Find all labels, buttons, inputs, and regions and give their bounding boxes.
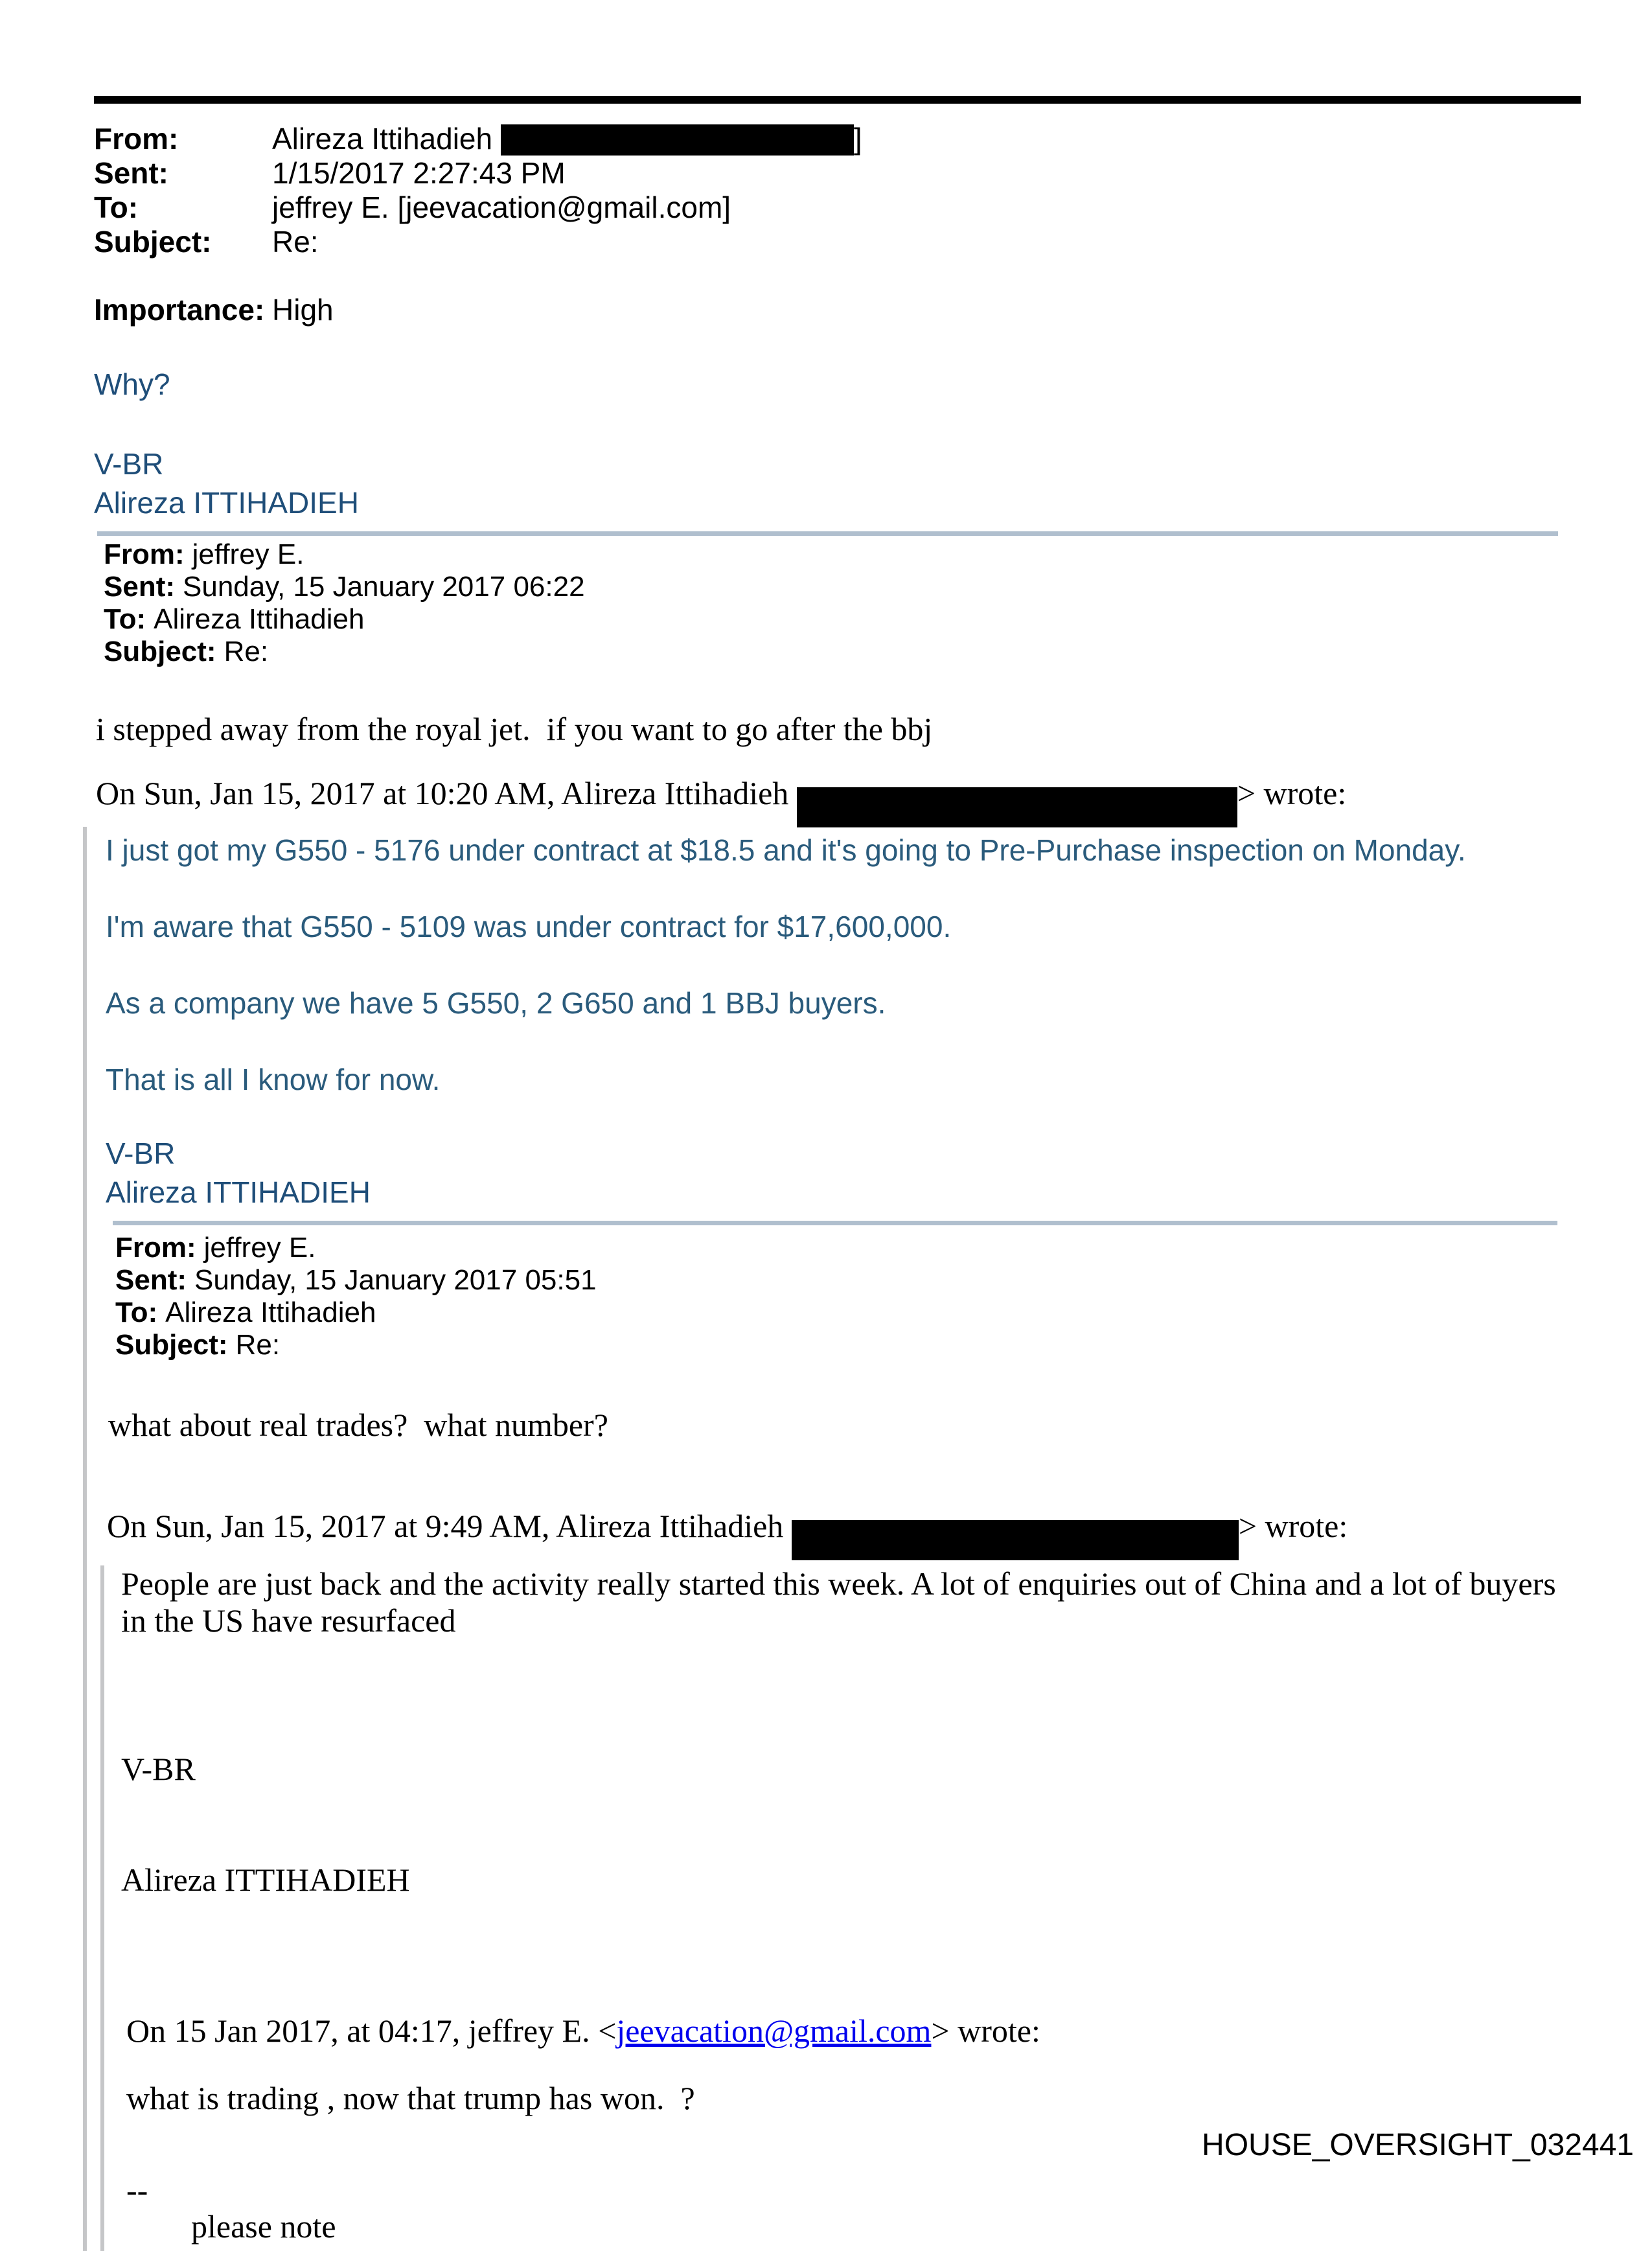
attribution3-text: On 15 Jan 2017, at 04:17, jeffrey E. < (126, 2013, 617, 2049)
quoted-header-divider (97, 531, 1558, 536)
quoted-signature-vbr: V-BR (106, 1137, 176, 1170)
attribution1-wrote: > wrote: (1237, 775, 1347, 811)
quoted1-subject-row (104, 636, 585, 668)
attribution1-text: On Sun, Jan 15, 2017 at 10:20 AM, Alireza Ittihadieh (96, 775, 797, 811)
alireza-quote-para-1: I just got my G550 - 5176 under contract at $18.5 and it's going to Pre-Purchase inspection on Monday. (106, 833, 1466, 867)
quoted2-signature-block (121, 1677, 1591, 1972)
quoted2-signature-vbr: V-BR (121, 1751, 196, 1787)
quoted2-subject-label: Subject: (115, 1329, 228, 1361)
alireza-quote-para-3: As a company we have 5 G550, 2 G650 and 1 BBJ buyers. (106, 986, 886, 1020)
quoted1-to-value: Alireza Ittihadieh (154, 603, 365, 635)
quoted2-subject-value: Re: (235, 1329, 281, 1361)
please-note-text: please note (191, 2208, 336, 2245)
attribution2-wrote: > wrote: (1238, 1508, 1348, 1544)
quoted1-to-label: To: (104, 603, 146, 635)
attribution-line-2 (107, 1509, 1591, 1560)
subject-label: Subject: (94, 225, 212, 259)
quoted2-to-row (115, 1297, 1591, 1329)
alireza-quote-para-4: That is all I know for now. (106, 1063, 441, 1096)
attribution-line-3 (126, 2014, 1591, 2048)
quoted-signature-block (106, 1134, 1591, 1212)
jeffrey-message-2: what about real trades? what number? (108, 1407, 608, 1443)
email-address-link[interactable]: jeevacation@gmail.com (616, 2013, 932, 2049)
importance-label: Importance: (94, 293, 265, 327)
quoted1-to-row (104, 603, 585, 636)
quoted2-sent-label: Sent: (115, 1264, 187, 1296)
quoted2-from-row (115, 1232, 1591, 1264)
bates-number: HOUSE_OVERSIGHT_032441 (1202, 2128, 1634, 2162)
signature-vbr: V-BR (94, 447, 164, 481)
attribution3-wrote: > wrote: (931, 2013, 1040, 2049)
redaction-bar (792, 1520, 1239, 1560)
to-label: To: (94, 190, 139, 224)
signature-separator: -- (126, 2172, 148, 2208)
quoted1-sent-label: Sent: (104, 571, 175, 603)
sent-value: 1/15/2017 2:27:43 PM (272, 156, 566, 190)
quoted2-sent-row (115, 1264, 1591, 1297)
from-label: From: (94, 122, 179, 156)
top-horizontal-rule (94, 96, 1581, 104)
quoted-email-header-2 (115, 1232, 1591, 1361)
to-value: jeffrey E. [jeevacation@gmail.com] (272, 190, 731, 224)
quoted-signature-name: Alireza ITTIHADIEH (106, 1175, 371, 1209)
header-row-importance (94, 293, 862, 327)
quoted1-from-value: jeffrey E. (192, 538, 304, 570)
quoted2-sent-value: Sunday, 15 January 2017 05:51 (194, 1264, 597, 1296)
header-row-subject (94, 225, 862, 259)
jeffrey-message-3: what is trading , now that trump has won. ? (126, 2080, 695, 2116)
quoted1-sent-row (104, 571, 585, 603)
from-value (272, 122, 862, 156)
attribution2-text: On Sun, Jan 15, 2017 at 9:49 AM, Alireza Ittihadieh (107, 1508, 792, 1544)
from-sender-name: Alireza Ittihadieh (272, 122, 501, 156)
quoted-email-header-1 (104, 538, 585, 668)
quoted-header-divider-2 (113, 1221, 1557, 1225)
email-header (94, 122, 862, 327)
header-row-from (94, 122, 862, 156)
quoted2-from-label: From: (115, 1232, 196, 1264)
attribution-line-1 (96, 776, 1346, 827)
importance-value: High (272, 293, 334, 327)
quoted2-to-label: To: (115, 1297, 158, 1328)
quoted1-sent-value: Sunday, 15 January 2017 06:22 (183, 571, 585, 603)
quoted1-subject-value: Re: (224, 636, 269, 667)
quoted1-from-label: From: (104, 538, 185, 570)
redaction-bar (501, 124, 854, 156)
quote-level-1 (83, 827, 1591, 2251)
message-body-why: Why? (94, 367, 170, 401)
signature-block (94, 444, 359, 522)
quoted1-from-row (104, 538, 585, 571)
quoted2-to-value: Alireza Ittihadieh (165, 1297, 376, 1328)
alireza-quote2-para: People are just back and the activity really started this week. A lot of enquiries out of China and a lot of buyers in the US have resurfaced (121, 1565, 1565, 1639)
quoted1-subject-label: Subject: (104, 636, 216, 667)
header-row-to (94, 190, 862, 225)
from-bracket-suffix: ] (853, 122, 862, 156)
alireza-quote-para-2: I'm aware that G550 - 5109 was under contract for $17,600,000. (106, 910, 952, 943)
subject-value: Re: (272, 225, 319, 259)
quoted2-from-value: jeffrey E. (203, 1232, 316, 1264)
quoted2-subject-row (115, 1329, 1591, 1361)
quoted2-signature-name: Alireza ITTIHADIEH (121, 1862, 410, 1898)
redaction-bar (797, 787, 1237, 827)
header-row-sent (94, 156, 862, 190)
jeffrey-message-1: i stepped away from the royal jet. if you want to go after the bbj (96, 711, 933, 747)
sent-label: Sent: (94, 156, 168, 190)
signature-name: Alireza ITTIHADIEH (94, 486, 359, 520)
